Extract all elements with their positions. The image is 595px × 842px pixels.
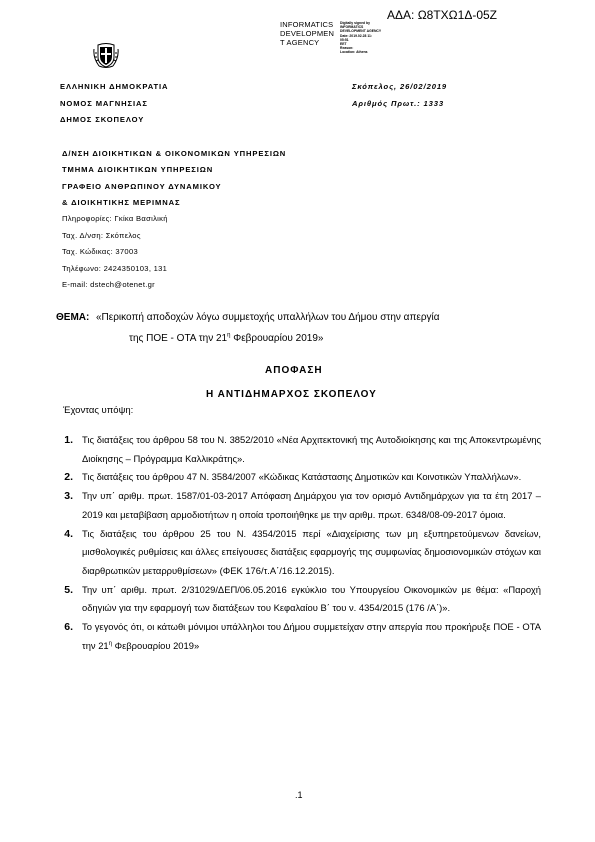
- decision-title: ΑΠΟΦΑΣΗ: [265, 365, 323, 376]
- header-republic: ΕΛΛΗΝΙΚΗ ΔΗΜΟΚΡΑΤΙΑ: [60, 82, 169, 91]
- considerations-list: [56, 431, 541, 655]
- greek-coat-of-arms-icon: [93, 40, 119, 69]
- subject-label: ΘΕΜΑ:: [56, 312, 90, 323]
- protocol-number: Αριθμός Πρωτ.: 1333: [352, 99, 445, 108]
- ada-code: ΑΔΑ: Ω8ΤΧΩ1Δ-05Ζ: [387, 8, 498, 22]
- list-item: 2. Τις διατάξεις του άρθρου 47 Ν. 3584/2007 «Κώδικας Κατάστασης Δημοτικών και Κοινοτικών Υπαλλήλων».: [64, 471, 522, 484]
- header-municipality: ΔΗΜΟΣ ΣΚΟΠΕΛΟΥ: [60, 115, 145, 124]
- stamp-main-text: INFORMATICS DEVELOPMEN T AGENCY: [280, 20, 335, 47]
- subject-line-2: της ΠΟΕ - ΟΤΑ την $21^\eta$ Φεβρουαρίου 2019»: [129, 332, 324, 344]
- list-item: 5. Την υπ΄ αριθμ. πρωτ. 2/31029/ΔΕΠ/06.05.2016 εγκύκλιο του Υπουργείου Οικονομικών με θέμα: «Παροχή οδηγιών για την εφαρμογή των διατάξεων του Κεφαλαίου Β΄ του ν. 4354/2015 (176 /Α΄)».: [64, 583, 541, 614]
- stamp-detail-text: Digitally signed by INFORMATICS DEVELOPMENT AGENCY Date: 2019.02.28 11: 05:51 EET Reason: Location: Athens: [340, 21, 382, 55]
- department-care: & ΔΙΟΙΚΗΤΙΚΗΣ ΜΕΡΙΜΝΑΣ: [62, 198, 181, 207]
- date-line: Σκόπελος, 26/02/2019: [352, 82, 448, 91]
- contact-phone: Τηλέφωνο: 2424350103, 131: [62, 264, 168, 273]
- list-item: 3. Την υπ΄ αριθμ. πρωτ. 1587/01-03-2017 Απόφαση Δημάρχου για τον ορισμό Αντιδημάρχων για τα έτη 2017 – 2019 και μεταβίβαση αρμοδιοτήτων η οποία τροποιήθηκε με την αριθμ. πρωτ. 6348/08-09-2017 όμοια.: [64, 490, 541, 520]
- list-item: 4. Τις διατάξεις του άρθρου 25 του Ν. 4354/2015 περί «Διαχείρισης των μη εξυπηρετούμενων δανείων, μισθολογικές ρυθμίσεις και άλλες επείγουσες διατάξεις εφαρμογής της συμφωνίας δημοσιονομικών στόχων και διαρθρωτικών μεταρρυθμίσεων» (ΦΕΚ 176/τ.Α΄/16.12.2015).: [64, 527, 541, 576]
- contact-info-person: Πληροφορίες: Γκίκα Βασιλική: [62, 214, 168, 223]
- considering-heading: Έχοντας υπόψη:: [63, 405, 134, 416]
- page-number: .1: [295, 790, 303, 800]
- department-directorate: Δ/ΝΣΗ ΔΙΟΙΚΗΤΙΚΩΝ & ΟΙΚΟΝΟΜΙΚΩΝ ΥΠΗΡΕΣΙΩΝ: [62, 149, 287, 158]
- digital-signature-stamp: [280, 20, 395, 56]
- issuer-title: Η ΑΝΤΙΔΗΜΑΡΧΟΣ ΣΚΟΠΕΛΟΥ: [206, 389, 377, 400]
- department-section: ΤΜΗΜΑ ΔΙΟΙΚΗΤΙΚΩΝ ΥΠΗΡΕΣΙΩΝ: [62, 165, 214, 174]
- list-item: 6. Το γεγονός ότι, οι κάτωθι μόνιμοι υπάλληλοι του Δήμου συμμετείχαν στην απεργία που προκήρυξε ΠΟΕ - ΟΤΑ την $21^\eta$ Φεβρουαρίου 2019»: [64, 621, 541, 651]
- header-prefecture: ΝΟΜΟΣ ΜΑΓΝΗΣΙΑΣ: [60, 99, 148, 108]
- contact-postcode: Ταχ. Κώδικας: 37003: [62, 247, 139, 256]
- department-office: ΓΡΑΦΕΙΟ ΑΝΘΡΩΠΙΝΟΥ ΔΥΝΑΜΙΚΟΥ: [62, 182, 222, 191]
- list-item: 1. Τις διατάξεις του άρθρου 58 του Ν. 3852/2010 «Νέα Αρχιτεκτονική της Αυτοδιοίκησης και της Αποκεντρωμένης Διοίκησης – Πρόγραμμα Καλλικράτης».: [64, 434, 541, 464]
- subject-line-1: «Περικοπή αποδοχών λόγω συμμετοχής υπαλλήλων του Δήμου στην απεργία: [96, 312, 440, 323]
- contact-email: E-mail: dstech@otenet.gr: [62, 280, 155, 289]
- contact-address: Ταχ. Δ/νση: Σκόπελος: [62, 231, 141, 240]
